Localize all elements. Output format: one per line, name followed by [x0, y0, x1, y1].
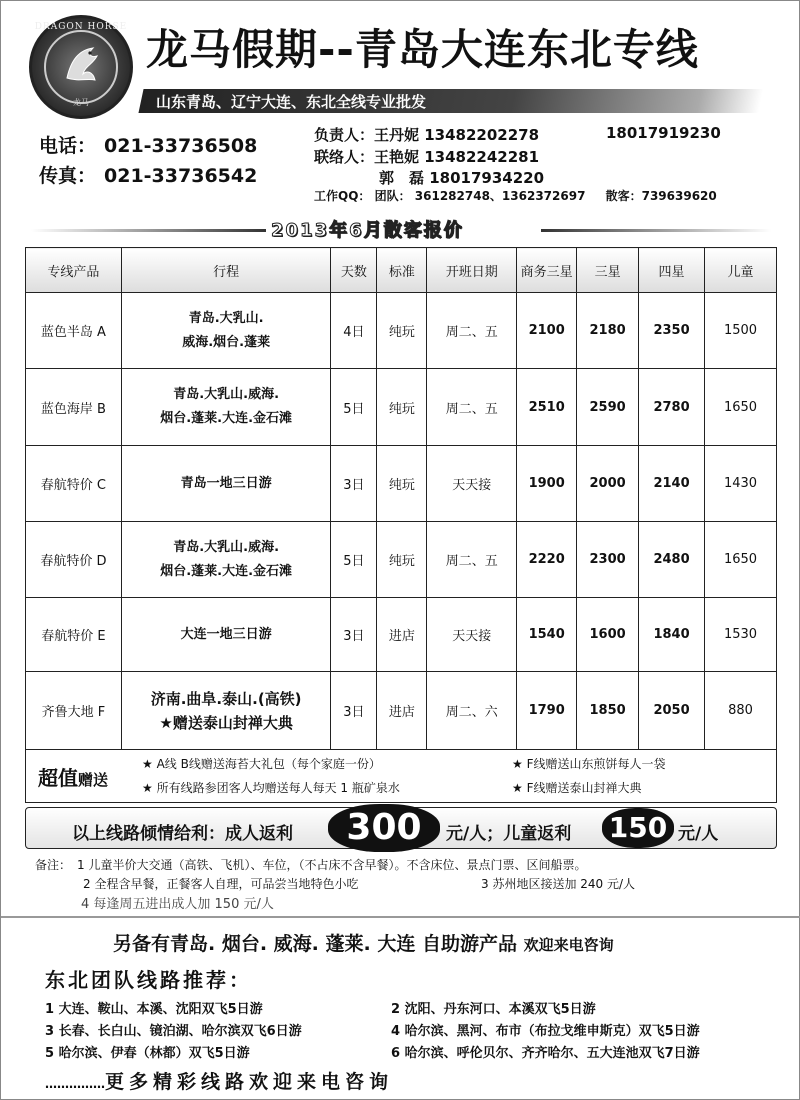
table-row	[26, 293, 777, 369]
telephone-label: 电话：	[39, 135, 97, 157]
telephone-number: 021-33736508	[104, 135, 258, 157]
header-days: 天数	[331, 248, 377, 293]
price-3star: 2300	[577, 522, 639, 598]
price-child: 1430	[705, 446, 777, 522]
liaison-contact: 联络人：王艳妮 13482242281	[314, 148, 540, 166]
route-line-1: 青岛.大乳山.	[188, 310, 264, 326]
qq-individual: 散客：739639620	[605, 189, 717, 203]
route-cell	[121, 446, 331, 522]
table-row	[26, 369, 777, 446]
standard: 纯玩	[377, 446, 427, 522]
price-child: 1650	[705, 522, 777, 598]
footer-dots: ……………	[45, 1077, 105, 1091]
bonus-item: ★ F线赠送泰山封禅大典	[512, 781, 642, 795]
fax-label: 传真：	[39, 165, 97, 187]
table-row	[26, 598, 777, 672]
days: 3日	[331, 446, 377, 522]
product-name: 齐鲁大地 F	[26, 672, 122, 750]
header-route: 行程	[121, 248, 331, 293]
child-rebate-amount: 150	[602, 808, 674, 848]
manager-mobile: 18017919230	[606, 124, 721, 142]
price-4star: 2050	[639, 672, 705, 750]
note-3: 3 苏州地区接送加 240 元/人	[481, 877, 636, 891]
route-cell	[121, 672, 331, 750]
price-business-3star: 2100	[517, 293, 577, 369]
days: 3日	[331, 598, 377, 672]
product-name: 春航特价 E	[26, 598, 122, 672]
recommend-item: 2 沈阳、丹东河口、本溪双飞5日游	[391, 1002, 596, 1017]
price-4star: 2140	[639, 446, 705, 522]
product-name: 蓝色半岛 A	[26, 293, 122, 369]
price-business-3star: 1540	[517, 598, 577, 672]
schedule: 周二、五	[427, 522, 517, 598]
price-3star: 1850	[577, 672, 639, 750]
route-line-1: 青岛.大乳山.威海.	[173, 387, 280, 402]
product-name: 春航特价 D	[26, 522, 122, 598]
price-table	[25, 247, 777, 750]
recommend-item: 6 哈尔滨、呼伦贝尔、齐齐哈尔、五大连池双飞7日游	[391, 1046, 700, 1061]
price-business-3star: 2220	[517, 522, 577, 598]
liaison-contact-2: 郭 磊 18017934220	[379, 169, 545, 187]
logo-sub-text: 龙马	[73, 98, 89, 107]
table-row	[26, 672, 777, 750]
route-line-2: 烟台.蓬莱.大连.金石滩	[160, 563, 293, 579]
standard: 纯玩	[377, 293, 427, 369]
standard: 纯玩	[377, 522, 427, 598]
route-line-2: 烟台.蓬莱.大连.金石滩	[160, 411, 293, 426]
adult-rebate-amount: 300	[328, 804, 440, 852]
section-divider	[1, 916, 800, 918]
table-header-row	[26, 248, 777, 293]
standard: 进店	[377, 598, 427, 672]
price-4star: 1840	[639, 598, 705, 672]
note-2: 2 全程含早餐，正餐客人自理，可品尝当地特色小吃	[83, 877, 359, 891]
self-guided-products	[113, 929, 614, 956]
route-cell	[121, 522, 331, 598]
table-row	[26, 446, 777, 522]
price-child: 1500	[705, 293, 777, 369]
product-name: 春航特价 C	[26, 446, 122, 522]
schedule: 周二、五	[427, 369, 517, 446]
schedule: 天天接	[427, 598, 517, 672]
days: 5日	[331, 369, 377, 446]
bonus-title-big: 超值	[38, 766, 78, 790]
price-4star: 2480	[639, 522, 705, 598]
qq-team: 团队： 361282748、1362372697	[374, 189, 586, 203]
heading-rule-left	[31, 229, 266, 232]
qq-label: 工作QQ：	[314, 189, 371, 203]
price-child: 880	[705, 672, 777, 750]
manager-contact: 负责人：王丹妮 13482202278	[314, 126, 540, 144]
bonus-gifts-box	[25, 749, 777, 803]
route-cell	[121, 293, 331, 369]
schedule: 周二、五	[427, 293, 517, 369]
page-title: 龙马假期--青岛大连东北专线	[146, 25, 699, 74]
recommend-item: 3 长春、长白山、镜泊湖、哈尔滨双飞6日游	[45, 1024, 302, 1039]
bonus-title	[38, 762, 108, 791]
price-4star: 2780	[639, 369, 705, 446]
recommend-item: 4 哈尔滨、黑河、布市（布拉戈维申斯克）双飞5日游	[391, 1024, 700, 1039]
header-business-3star: 商务三星	[517, 248, 577, 293]
recommend-title: 东北团队线路推荐：	[45, 968, 252, 992]
price-4star: 2350	[639, 293, 705, 369]
header-child: 儿童	[705, 248, 777, 293]
route-line-1: 大连一地三日游	[180, 626, 272, 642]
bonus-item: ★ A线 B线赠送海苔大礼包（每个家庭一份）	[142, 757, 381, 771]
note-4: 4 每逢周五进出成人加 150 元/人	[81, 897, 274, 912]
footer-cta	[45, 1067, 393, 1094]
price-3star: 2180	[577, 293, 639, 369]
route-cell	[121, 369, 331, 446]
recommend-item: 1 大连、鞍山、本溪、沈阳双飞5日游	[45, 1002, 263, 1017]
header-schedule: 开班日期	[427, 248, 517, 293]
route-line-1: 青岛一地三日游	[180, 475, 272, 491]
logo-ring-text: DRAGON HORSE	[34, 22, 128, 32]
price-business-3star: 2510	[517, 369, 577, 446]
price-business-3star: 1790	[517, 672, 577, 750]
header-product: 专线产品	[26, 248, 122, 293]
route-line-1: 青岛.大乳山.威海.	[173, 539, 280, 555]
route-line-1: 济南.曲阜.泰山.(高铁)	[150, 689, 302, 708]
telephone	[39, 131, 257, 158]
fax-number: 021-33736542	[104, 165, 258, 187]
schedule: 周二、六	[427, 672, 517, 750]
standard: 纯玩	[377, 369, 427, 446]
header-standard: 标准	[377, 248, 427, 293]
route-line-2: ★赠送泰山封禅大典	[159, 713, 293, 732]
header-4star: 四星	[639, 248, 705, 293]
product-name: 蓝色海岸 B	[26, 369, 122, 446]
work-qq	[314, 187, 717, 204]
bonus-item: ★ 所有线路参团客人均赠送每人每天 1 瓶矿泉水	[142, 781, 400, 795]
rebate-mid: 元/人；儿童返利	[446, 824, 572, 844]
rebate-suffix: 元/人	[678, 824, 719, 844]
self-guided-suffix: 欢迎来电咨询	[523, 936, 614, 954]
bonus-title-small: 赠送	[78, 771, 109, 789]
note-1: 备注： 1 儿童半价大交通（高铁、飞机）、车位，（不占床不含早餐）。不含床位、景点门票、区间船票。	[35, 858, 587, 872]
table-row	[26, 522, 777, 598]
days: 3日	[331, 672, 377, 750]
bonus-item: ★ F线赠送山东煎饼每人一袋	[512, 757, 666, 771]
recommend-item: 5 哈尔滨、伊春（林都）双飞5日游	[45, 1046, 250, 1061]
price-business-3star: 1900	[517, 446, 577, 522]
price-3star: 2590	[577, 369, 639, 446]
price-3star: 2000	[577, 446, 639, 522]
header-3star: 三星	[577, 248, 639, 293]
standard: 进店	[377, 672, 427, 750]
route-line-2: 威海.烟台.蓬莱	[182, 334, 271, 350]
dragon-horse-logo	[29, 15, 133, 119]
days: 4日	[331, 293, 377, 369]
rebate-banner	[25, 807, 777, 849]
price-child: 1530	[705, 598, 777, 672]
price-child: 1650	[705, 369, 777, 446]
horse-icon	[57, 40, 107, 90]
route-cell	[121, 598, 331, 672]
heading-rule-right	[541, 229, 771, 232]
schedule: 天天接	[427, 446, 517, 522]
price-heading: 2013年6月散客报价	[271, 220, 464, 241]
fax	[39, 161, 257, 188]
days: 5日	[331, 522, 377, 598]
page-subtitle: 山东青岛、辽宁大连、东北全线专业批发	[156, 93, 427, 111]
self-guided-text: 另备有青岛. 烟台. 威海. 蓬莱. 大连 自助游产品	[113, 933, 517, 955]
footer-text: 更多精彩线路欢迎来电咨询	[105, 1071, 394, 1093]
price-3star: 1600	[577, 598, 639, 672]
rebate-prefix: 以上线路倾情给利：成人返利	[72, 824, 293, 844]
